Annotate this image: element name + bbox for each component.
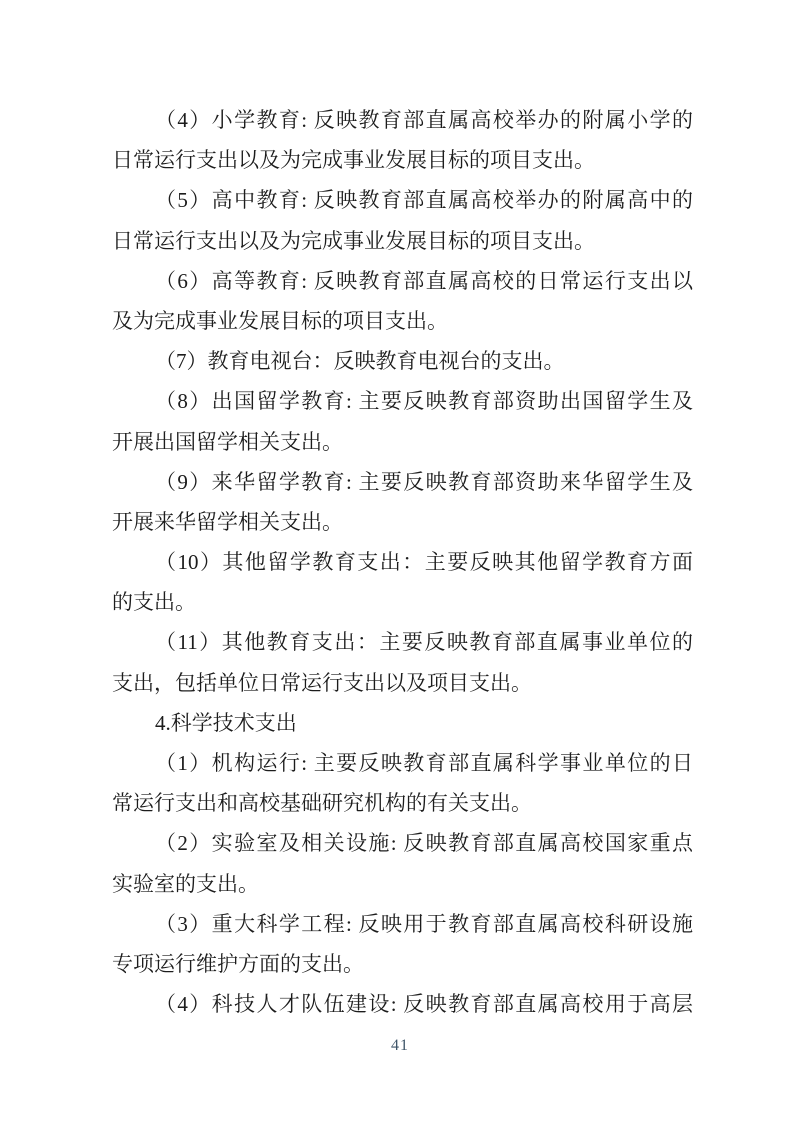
text-line: （4）小学教育: 反映教育部直属高校举办的附属小学的	[155, 108, 693, 132]
text-line: （8）出国留学教育: 主要反映教育部资助出国留学生及	[155, 389, 693, 414]
paragraph	[112, 341, 693, 381]
text-line: 常运行支出和高校基础研究机构的有关支出。	[112, 791, 532, 816]
paragraph	[112, 100, 693, 180]
text-line: （2）实验室及相关设施: 反映教育部直属高校国家重点	[155, 831, 693, 856]
paragraph	[112, 381, 693, 461]
text-line: （11）其他教育支出：主要反映教育部直属事业单位的	[155, 630, 693, 655]
text-line: 日常运行支出以及为完成事业发展目标的项目支出。	[112, 228, 595, 253]
text-line: 专项运行维护方面的支出。	[112, 951, 364, 976]
paragraph	[112, 180, 693, 260]
text-line: （6）高等教育: 反映教育部直属高校的日常运行支出以	[155, 268, 693, 293]
text-line: 实验室的支出。	[112, 871, 259, 896]
document-body	[112, 100, 693, 1024]
paragraph	[112, 823, 693, 903]
text-line: 4.科学技术支出	[155, 710, 297, 735]
text-line: （4）科技人才队伍建设: 反映教育部直属高校用于高层	[155, 992, 693, 1017]
paragraph	[112, 743, 693, 823]
text-line: （7）教育电视台：反映教育电视台的支出。	[155, 349, 565, 374]
text-line: 日常运行支出以及为完成事业发展目标的项目支出。	[112, 148, 595, 173]
text-line: 的支出。	[112, 590, 196, 615]
text-line: 开展来华留学相关支出。	[112, 509, 343, 534]
text-line: （10）其他留学教育支出：主要反映其他留学教育方面	[155, 550, 693, 575]
text-line: 及为完成事业发展目标的项目支出。	[112, 308, 448, 333]
text-line: （1）机构运行: 主要反映教育部直属科学事业单位的日	[155, 751, 693, 775]
paragraph	[112, 542, 693, 622]
page-number: 41	[391, 1037, 409, 1054]
text-line: （9）来华留学教育: 主要反映教育部资助来华留学生及	[155, 469, 693, 494]
text-line: （5）高中教育: 反映教育部直属高校举办的附属高中的	[155, 188, 693, 213]
paragraph	[112, 622, 693, 702]
paragraph	[112, 984, 693, 1024]
paragraph	[112, 904, 693, 984]
text-line: 开展出国留学相关支出。	[112, 429, 343, 454]
paragraph	[112, 703, 693, 743]
paragraph	[112, 261, 693, 341]
text-line: 支出，包括单位日常运行支出以及项目支出。	[112, 670, 532, 695]
paragraph	[112, 462, 693, 542]
text-line: （3）重大科学工程: 反映用于教育部直属高校科研设施	[155, 911, 693, 936]
